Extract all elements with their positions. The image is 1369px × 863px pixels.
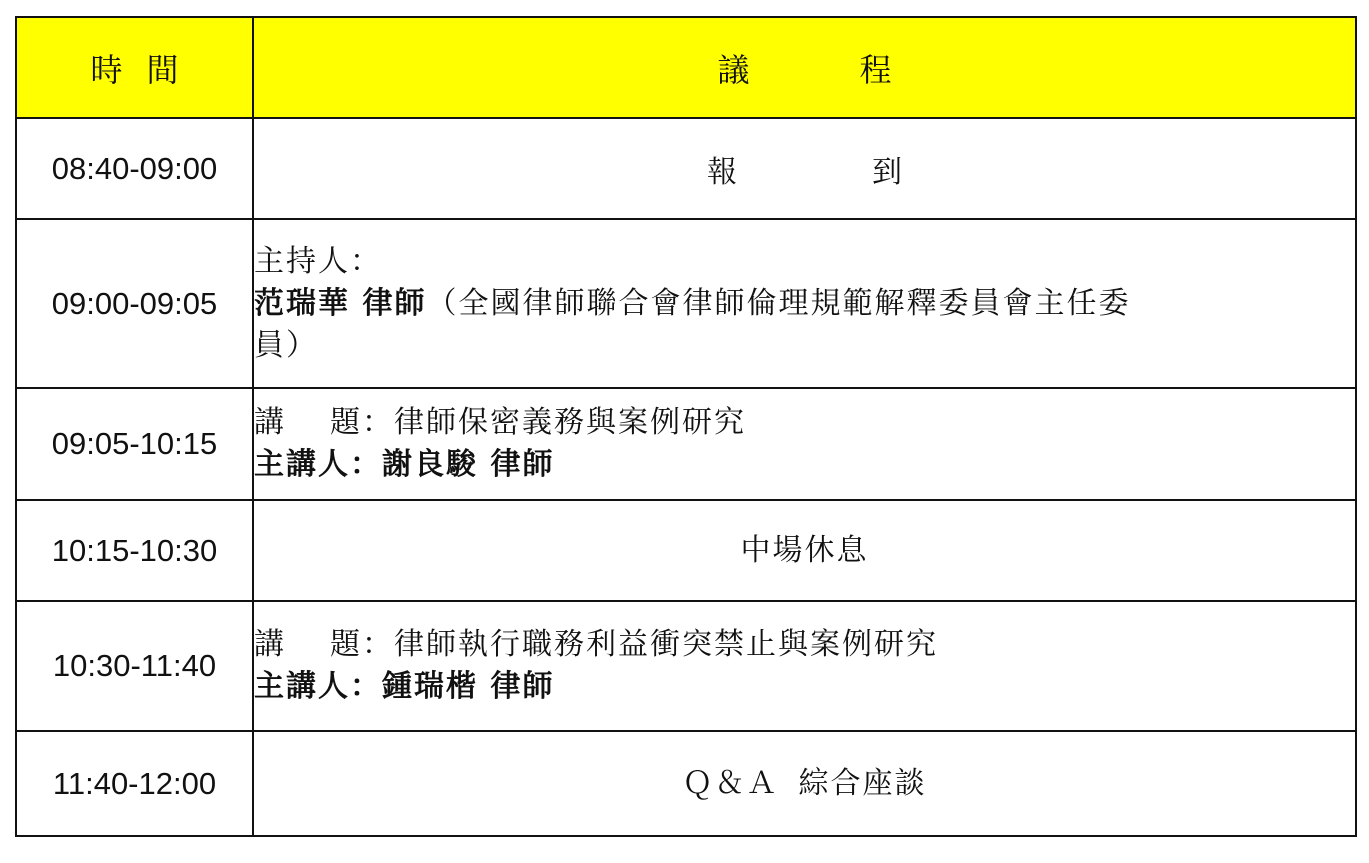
time-cell: 09:05-10:15	[16, 388, 253, 500]
topic-line	[254, 624, 1355, 666]
speaker-line	[254, 666, 1355, 708]
speaker-label: 主講人：	[254, 447, 382, 482]
agenda-row-opening	[16, 219, 1356, 388]
time-cell: 09:00-09:05	[16, 219, 253, 388]
agenda-row-checkin	[16, 118, 1356, 219]
host-label: 主持人：	[254, 243, 382, 279]
time-cell: 08:40-09:00	[16, 118, 253, 219]
header-time-label: 時間	[90, 50, 203, 89]
agenda-table	[15, 16, 1357, 837]
host-affiliation: （全國律師聯合會律師倫理規範解釋委員會主任委	[426, 285, 1131, 321]
qa-line	[254, 763, 1355, 805]
topic-label-b: 題：	[330, 627, 394, 662]
speaker-line	[254, 444, 1355, 486]
qa-label: Ｑ＆Ａ	[682, 765, 779, 801]
time-cell: 10:15-10:30	[16, 500, 253, 601]
agenda-row-break	[16, 500, 1356, 601]
program-cell	[253, 219, 1356, 388]
header-program-cell	[253, 17, 1356, 118]
topic-line	[254, 402, 1355, 444]
program-cell	[253, 731, 1356, 836]
time-cell: 11:40-12:00	[16, 731, 253, 836]
agenda-row-session-2	[16, 601, 1356, 731]
header-row	[16, 17, 1356, 118]
qa-text: 綜合座談	[798, 765, 927, 801]
topic-title: 律師保密義務與案例研究	[394, 405, 746, 440]
program-cell	[253, 500, 1356, 601]
program-cell	[253, 601, 1356, 731]
topic-label-a: 講	[254, 405, 286, 440]
header-program-label: 議程	[717, 50, 1002, 89]
speaker-name: 謝良駿 律師	[382, 447, 555, 482]
time-cell: 10:30-11:40	[16, 601, 253, 731]
break-text: 中場休息	[740, 532, 869, 568]
topic-label-a: 講	[254, 627, 286, 662]
agenda-row-session-1	[16, 388, 1356, 500]
agenda-row-qa	[16, 731, 1356, 836]
program-cell	[253, 118, 1356, 219]
host-affiliation-cont: 員）	[254, 327, 318, 363]
checkin-text: 報到	[707, 154, 1037, 190]
topic-label-b: 題：	[330, 405, 394, 440]
topic-title: 律師執行職務利益衝突禁止與案例研究	[394, 627, 938, 662]
speaker-name: 鍾瑞楷 律師	[382, 669, 555, 704]
speaker-label: 主講人：	[254, 669, 382, 704]
program-cell	[253, 388, 1356, 500]
host-line	[254, 283, 1355, 325]
header-time-cell	[16, 17, 253, 118]
host-name: 范瑞華 律師	[254, 285, 427, 321]
